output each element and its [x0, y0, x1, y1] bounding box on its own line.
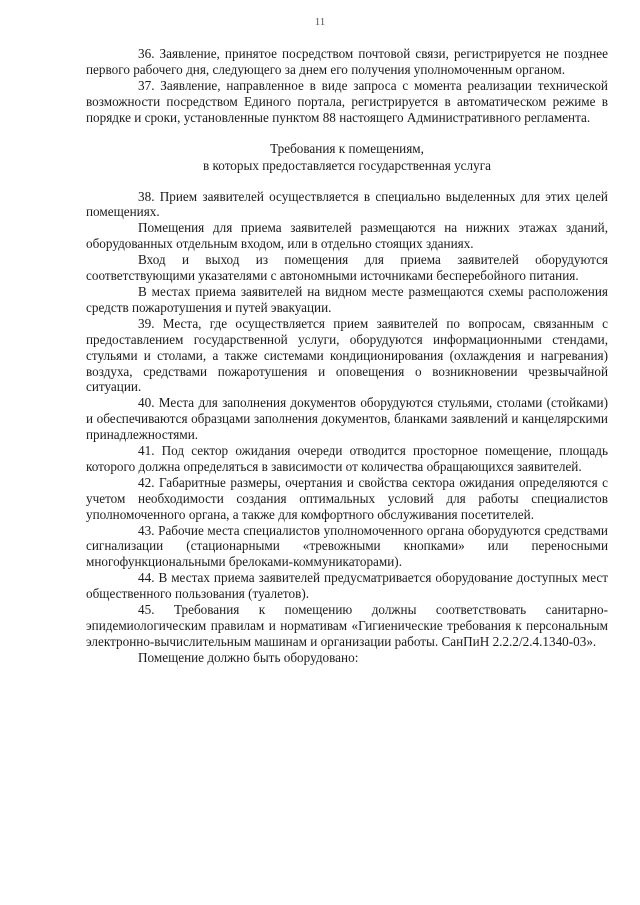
page-number: 11 [314, 16, 326, 28]
paragraph-44: 44. В местах приема заявителей предусматривается оборудование доступных мест общественного пользования (туалетов). [86, 570, 608, 602]
paragraph-premises-location: Помещения для приема заявителей размещаются на нижних этажах зданий, оборудованных отдельным входом, или в отдельно стоящих зданиях. [86, 220, 608, 252]
paragraph-39: 39. Места, где осуществляется прием заявителей по вопросам, связанным с предоставлением государственной услуги, оборудуются информационными стендами, стульями и столами, а также системами кондиционирования (охлаждения и нагревания) воздуха, средствами пожаротушения и оповещения о возникновении чрезвычайной ситуации. [86, 315, 608, 395]
paragraph-45: 45. Требования к помещению должны соответствовать санитарно-эпидемиологическим правилам и нормативам «Гигиенические требования к персональным электронно-вычислительным машинам и организации работы. СанПиН 2.2.2/2.4.1340-03». [86, 602, 608, 649]
section-heading-line-2: в которых предоставляется государственная услуга [203, 157, 491, 173]
paragraph-evacuation-schemes: В местах приема заявителей на видном месте размещаются схемы расположения средств пожаротушения и путей эвакуации. [86, 283, 608, 315]
paragraph-equipment-intro: Помещение должно быть оборудовано: [138, 649, 359, 665]
section-heading [86, 140, 608, 174]
paragraph-42: 42. Габаритные размеры, очертания и свойства сектора ожидания определяются с учетом необходимости создания оптимальных условий для работы специалистов уполномоченного органа, а также для комфортного обслуживания посетителей. [86, 474, 608, 522]
paragraph-37: 37. Заявление, направленное в виде запроса с момента реализации технической возможности посредством Единого портала, регистрируется в автоматическом режиме в порядке и сроки, установленные пунктом 88 настоящего Административного регламента. [86, 77, 608, 125]
paragraph-40: 40. Места для заполнения документов оборудуются стульями, столами (стойками) и обеспечиваются образцами заполнения документов, бланками заявлений и канцелярскими принадлежностями. [86, 395, 608, 443]
section-heading-line-1: Требования к помещениям, [270, 140, 424, 156]
paragraph-entrance-exit: Вход и выход из помещения для приема заявителей оборудуются соответствующими указателями с автономными источниками бесперебойного питания. [86, 252, 608, 284]
paragraph-38: 38. Прием заявителей осуществляется в специально выделенных для этих целей помещениях. [86, 188, 608, 220]
document-body [86, 46, 608, 666]
paragraph-43: 43. Рабочие места специалистов уполномоченного органа оборудуются средствами сигнализации (стационарными «тревожными кнопками» или переносными многофункциональными брелоками-коммуникаторами). [86, 522, 608, 570]
paragraph-41: 41. Под сектор ожидания очереди отводится просторное помещение, площадь которого должна определяться в зависимости от количества обращающихся заявителей. [86, 443, 608, 474]
paragraph-36: 36. Заявление, принятое посредством почтовой связи, регистрируется не позднее первого рабочего дня, следующего за днем его получения уполномоченным органом. [86, 46, 608, 77]
